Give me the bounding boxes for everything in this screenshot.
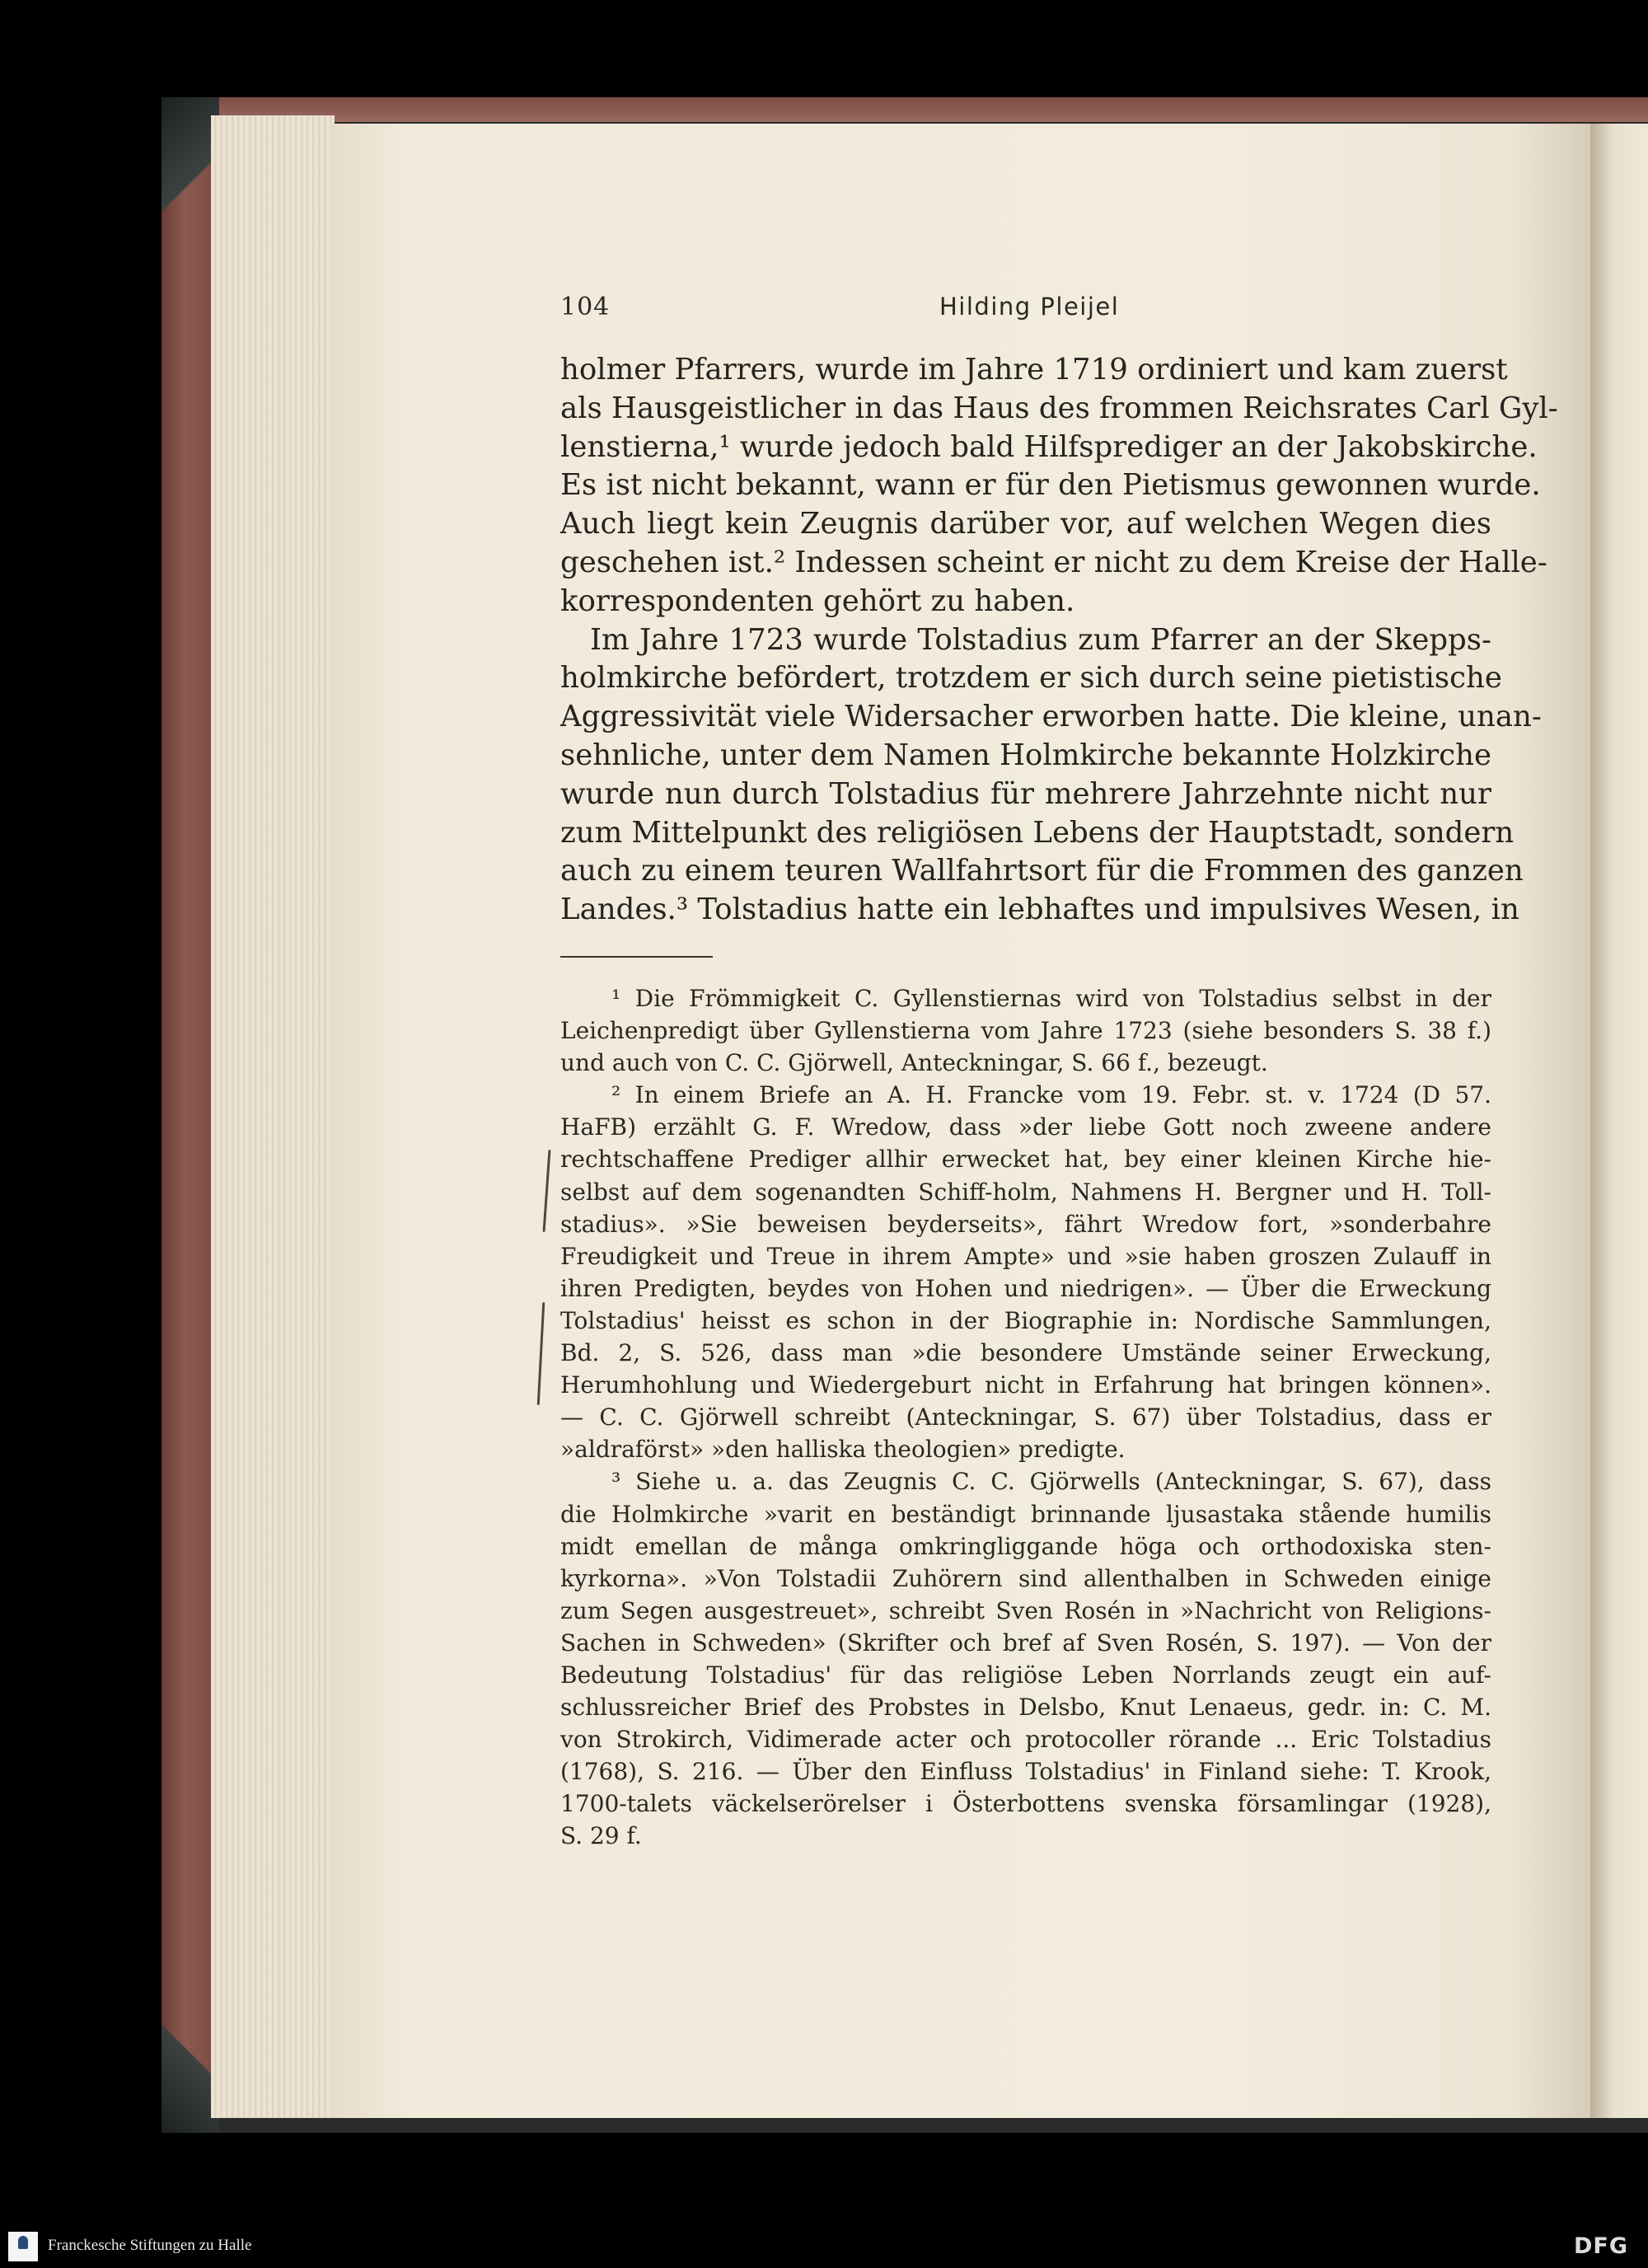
footnote-line: (1768), S. 216. — Über den Einfluss Tolstadius' in Finland siehe: T. Krook, — [560, 1758, 1491, 1786]
page-stack — [211, 115, 335, 2118]
footnote-line: — C. C. Gjörwell schreibt (Anteckningar, S. 67) über Tolstadius, dass er — [560, 1403, 1491, 1432]
dfg-logo[interactable]: DFG — [1573, 2233, 1628, 2259]
text-line: als Hausgeistlicher in das Haus des frommen Reichsrates Carl Gyl- — [560, 391, 1558, 425]
text-line: lenstierna,¹ wurde jedoch bald Hilfsprediger an der Jakobskirche. — [560, 429, 1538, 464]
footnote-line: rechtschaffene Prediger allhir erwecket hat, bey einer kleinen Kirche hie- — [560, 1146, 1491, 1174]
footnote-line: selbst auf dem sogenandten Schiff-holm, Nahmens H. Bergner und H. Toll- — [560, 1178, 1491, 1206]
main-text — [560, 351, 1558, 930]
text-line: auch zu einem teuren Wallfahrtsort für die Frommen des ganzen — [560, 854, 1524, 888]
footnote-rule — [560, 956, 713, 958]
footnote-line: ihren Predigten, beydes von Hohen und niedrigen». — Über die Erweckung — [560, 1274, 1491, 1302]
text-line: sehnliche, unter dem Namen Holmkirche bekannte Holzkirche — [560, 738, 1491, 772]
footnote-line: schlussreicher Brief des Probstes in Delsbo, Knut Lenaeus, gedr. in: C. M. — [560, 1694, 1491, 1722]
text-line: Aggressivität viele Widersacher erworben hatte. Die kleine, unan- — [560, 700, 1542, 734]
footnote-line: Herumhohlung und Wiedergeburt nicht in Erfahrung hat bringen können». — [560, 1371, 1491, 1399]
footnote-line: HaFB) erzählt G. F. Wredow, dass »der liebe Gott noch zweene andere — [560, 1113, 1491, 1141]
page-gutter — [1590, 124, 1648, 2118]
footnote-line: Freudigkeit und Treue in ihrem Ampte» und »sie haben groszen Zulauff in — [560, 1242, 1491, 1270]
text-line: zum Mittelpunkt des religiösen Lebens der Hauptstadt, sondern — [560, 815, 1515, 850]
footnote-line: Leichenpredigt über Gyllenstierna vom Jahre 1723 (siehe besonders S. 38 f.) — [560, 1017, 1491, 1045]
running-title: Hilding Pleijel — [939, 293, 1120, 321]
footnote-line: ² In einem Briefe an A. H. Francke vom 19. Febr. st. v. 1724 (D 57. — [611, 1081, 1491, 1109]
page-number: 104 — [560, 293, 611, 321]
text-line: holmkirche befördert, trotzdem er sich durch seine pietistische — [560, 661, 1502, 696]
text-line: Landes.³ Tolstadius hatte ein lebhaftes und impulsives Wesen, in — [560, 893, 1519, 927]
text-line: holmer Pfarrers, wurde im Jahre 1719 ordiniert und kam zuerst — [560, 353, 1508, 387]
text-line: Im Jahre 1723 wurde Tolstadius zum Pfarrer an der Skepps- — [590, 622, 1491, 657]
footnote-line: ¹ Die Frömmigkeit C. Gyllenstiernas wird von Tolstadius selbst in der — [611, 985, 1491, 1012]
text-line: wurde nun durch Tolstadius für mehrere Jahrzehnte nicht nur — [560, 776, 1491, 811]
footnote-line: und auch von C. C. Gjörwell, Anteckningar, S. 66 f., bezeugt. — [560, 1049, 1268, 1077]
text-line: geschehen ist.² Indessen scheint er nicht zu dem Kreise der Halle- — [560, 545, 1547, 579]
footnotes — [560, 982, 1491, 1853]
text-line: Es ist nicht bekannt, wann er für den Pietismus gewonnen wurde. — [560, 468, 1541, 503]
footnote-line: stadius». »Sie beweisen beyderseits», fährt Wredow fort, »sonderbahre — [560, 1210, 1491, 1238]
footnote-line: Bd. 2, S. 526, dass man »die besondere Umstände seiner Erweckung, — [560, 1339, 1491, 1367]
footnote-line: ³ Siehe u. a. das Zeugnis C. C. Gjörwells (Anteckningar, S. 67), dass — [611, 1468, 1491, 1496]
footnote-line: 1700-talets väckelserörelser i Österbottens svenska församlingar (1928), — [560, 1790, 1491, 1818]
institution-name[interactable]: Franckesche Stiftungen zu Halle — [48, 2237, 252, 2254]
footnote-line: kyrkorna». »Von Tolstadii Zuhörern sind allenthalben in Schweden einige — [560, 1564, 1491, 1592]
cover-board-edge — [181, 97, 1648, 122]
footnote-line: S. 29 f. — [560, 1822, 642, 1850]
footnote-line: die Holmkirche »varit en beständigt brinnande ljusastaka stående humilis — [560, 1500, 1491, 1528]
building-icon — [18, 2236, 28, 2249]
footnote-line: Sachen in Schweden» (Skrifter och bref af Sven Rosén, S. 197). — Von der — [560, 1628, 1491, 1656]
footnote-line: »aldraförst» »den halliska theologien» predigte. — [560, 1436, 1126, 1464]
running-head — [560, 293, 1491, 326]
footnote-line: von Strokirch, Vidimerade acter och protocoller rörande ... Eric Tolstadius — [560, 1726, 1491, 1754]
francke-foundation-logo-icon[interactable] — [8, 2232, 38, 2261]
footnote-line: Bedeutung Tolstadius' für das religiöse Leben Norrlands zeugt ein auf- — [560, 1661, 1491, 1689]
footnote-line: Tolstadius' heisst es schon in der Biographie in: Nordische Sammlungen, — [560, 1306, 1491, 1334]
text-line: korrespondenten gehört zu haben. — [560, 583, 1075, 618]
footnote-line: zum Segen ausgestreuet», schreibt Sven Rosén in »Nachricht von Religions- — [560, 1596, 1491, 1624]
text-line: Auch liegt kein Zeugnis darüber vor, auf welchen Wegen dies — [560, 507, 1491, 541]
viewer-footer — [0, 2225, 1648, 2268]
footnote-line: midt emellan de många omkringliggande höga och orthodoxiska sten- — [560, 1532, 1491, 1560]
